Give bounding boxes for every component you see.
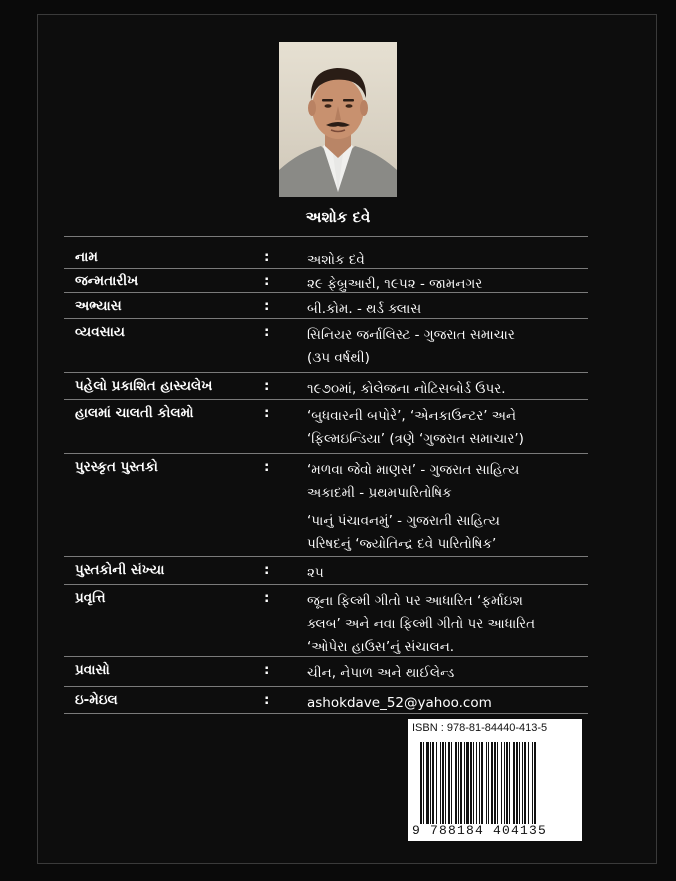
barcode-bar bbox=[464, 742, 465, 824]
barcode-bar bbox=[420, 742, 422, 824]
barcode-bar bbox=[476, 742, 477, 824]
bio-row-value-line: પરિષદનું ‘જ્યોતિન્દ્ર દવે પારિતોષિક’ bbox=[307, 536, 497, 552]
row-separator bbox=[64, 453, 588, 454]
bio-row-label: પુરસ્કૃત પુસ્તકો bbox=[75, 459, 158, 475]
bio-row-colon: : bbox=[264, 662, 270, 678]
row-separator bbox=[64, 656, 588, 657]
bio-row-label: નામ bbox=[75, 249, 98, 265]
bio-row-value bbox=[307, 590, 581, 659]
row-separator bbox=[64, 318, 588, 319]
barcode-bar bbox=[504, 742, 505, 824]
bio-row-colon: : bbox=[264, 273, 270, 289]
bio-row-value bbox=[307, 562, 581, 585]
bio-row-colon: : bbox=[264, 249, 270, 265]
barcode-bar bbox=[519, 742, 520, 824]
row-separator bbox=[64, 556, 588, 557]
barcode-bars bbox=[420, 742, 576, 824]
barcode-bar bbox=[455, 742, 457, 824]
barcode-bar bbox=[442, 742, 444, 824]
bio-row-colon: : bbox=[264, 459, 270, 475]
bio-row-value-line: ‘ફિલ્મઇન્ડિયા’ (ત્રણે ‘ગુજરાત સમાચાર’) bbox=[307, 431, 524, 447]
ean-digits: 9 788184 404135 bbox=[412, 823, 548, 838]
barcode-bar bbox=[528, 742, 529, 824]
bio-row-label: હાલમાં ચાલતી કોલમો bbox=[75, 405, 194, 421]
barcode-bar bbox=[479, 742, 480, 824]
bio-row-colon: : bbox=[264, 378, 270, 394]
bio-row-value-line: ચીન, નેપાળ અને થાઈલેન્ડ bbox=[307, 665, 455, 681]
bio-row-value-line: અકાદમી - પ્રથમપારિતોષિક bbox=[307, 485, 452, 501]
isbn-barcode bbox=[408, 719, 582, 841]
row-separator bbox=[64, 713, 588, 714]
barcode-bar bbox=[445, 742, 446, 824]
bio-row-value bbox=[307, 459, 581, 505]
barcode-bar bbox=[513, 742, 515, 824]
row-separator bbox=[64, 268, 588, 269]
bio-row-value-line: ક્લબ’ અને નવા ફિલ્મી ગીતો પર આધારિત bbox=[307, 616, 536, 632]
bio-row-value-line: અશોક દવે bbox=[307, 252, 365, 268]
barcode-bar bbox=[486, 742, 487, 824]
barcode-bar bbox=[516, 742, 518, 824]
row-separator bbox=[64, 686, 588, 687]
bio-row-colon: : bbox=[264, 298, 270, 314]
bio-row-value-line: ૨૫ bbox=[307, 565, 324, 581]
bio-row-colon: : bbox=[264, 405, 270, 421]
bio-row-value-line: ashokdave_52@yahoo.com bbox=[307, 695, 492, 711]
bio-row-label: ઇ-મેઇલ bbox=[75, 692, 118, 708]
bio-row-colon: : bbox=[264, 692, 270, 708]
bio-row-label: જન્મતારીખ bbox=[75, 273, 139, 289]
barcode-bar bbox=[509, 742, 510, 824]
bio-row-label: પુસ્તકોની સંખ્યા bbox=[75, 562, 165, 578]
barcode-bar bbox=[491, 742, 493, 824]
barcode-bar bbox=[524, 742, 526, 824]
barcode-bar bbox=[494, 742, 496, 824]
bio-row-value-line: જૂના ફિલ્મી ગીતો પર આધારિત ‘ફર્માઇશ bbox=[307, 593, 523, 609]
barcode-bar bbox=[448, 742, 450, 824]
barcode-bar bbox=[458, 742, 459, 824]
bio-row-colon: : bbox=[264, 590, 270, 606]
bio-row-label: પ્રવાસો bbox=[75, 662, 110, 678]
author-photo bbox=[279, 42, 397, 197]
barcode-bar bbox=[534, 742, 536, 824]
barcode-bar bbox=[460, 742, 462, 824]
barcode-bar bbox=[501, 742, 502, 824]
bio-row-value-line: ૨૯ ફેબ્રુઆરી, ૧૯૫૨ - જામનગર bbox=[307, 276, 483, 292]
row-separator bbox=[64, 372, 588, 373]
bio-row-value bbox=[307, 692, 581, 715]
bio-row-label: અભ્યાસ bbox=[75, 298, 122, 314]
barcode-bar bbox=[488, 742, 489, 824]
barcode-bar bbox=[440, 742, 441, 824]
bio-row-value-line: (૩૫ વર્ષથી) bbox=[307, 350, 370, 366]
bio-row-value-line: બી.કોમ. - થર્ડ ક્લાસ bbox=[307, 301, 422, 317]
bio-row-value-line: સિનિયર જર્નાલિસ્ટ - ગુજરાત સમાચાર bbox=[307, 327, 515, 343]
barcode-bar bbox=[470, 742, 472, 824]
barcode-bar bbox=[466, 742, 469, 824]
bio-row-value-line: ‘ઓપેરા હાઉસ’નું સંચાલન. bbox=[307, 639, 455, 655]
bio-row-value bbox=[307, 378, 581, 401]
barcode-bar bbox=[532, 742, 533, 824]
bio-row-value bbox=[307, 510, 581, 556]
bio-row-value bbox=[307, 324, 581, 370]
barcode-bar bbox=[426, 742, 429, 824]
barcode-bar bbox=[451, 742, 452, 824]
barcode-bar bbox=[481, 742, 483, 824]
bio-row-value-line: ‘બુધવારની બપોરે’, ‘એનકાઉન્ટર’ અને bbox=[307, 408, 517, 424]
bio-row-colon: : bbox=[264, 562, 270, 578]
bio-row-value-line: ‘મળવા જેવો માણસ’ - ગુજરાત સાહિત્ય bbox=[307, 462, 520, 478]
barcode-bar bbox=[430, 742, 431, 824]
bio-row-value bbox=[307, 405, 581, 451]
top-separator bbox=[64, 236, 588, 237]
bio-row-value bbox=[307, 662, 581, 685]
bio-row-value-line: ૧૯૭૦માં, કોલેજના નોટિસબોર્ડ ઉપર. bbox=[307, 381, 506, 397]
barcode-bar bbox=[423, 742, 424, 824]
barcode-bar bbox=[522, 742, 523, 824]
barcode-bar bbox=[436, 742, 437, 824]
barcode-bar bbox=[497, 742, 498, 824]
bio-row-label: પહેલો પ્રકાશિત હાસ્યલેખ bbox=[75, 378, 213, 394]
bio-row-colon: : bbox=[264, 324, 270, 340]
barcode-bar bbox=[473, 742, 474, 824]
row-separator bbox=[64, 584, 588, 585]
barcode-bar bbox=[432, 742, 434, 824]
bio-row-label: પ્રવૃત્તિ bbox=[75, 590, 106, 606]
author-photo-illustration bbox=[279, 42, 397, 197]
barcode-bar bbox=[506, 742, 508, 824]
row-separator bbox=[64, 292, 588, 293]
isbn-text: ISBN : 978-81-84440-413-5 bbox=[412, 722, 548, 734]
bio-row-value-line: ‘પાનું પંચાવનમું’ - ગુજરાતી સાહિત્ય bbox=[307, 513, 500, 529]
bio-row-label: વ્યવસાય bbox=[75, 324, 125, 340]
author-name: અશોક દવે bbox=[305, 208, 371, 226]
row-separator bbox=[64, 399, 588, 400]
